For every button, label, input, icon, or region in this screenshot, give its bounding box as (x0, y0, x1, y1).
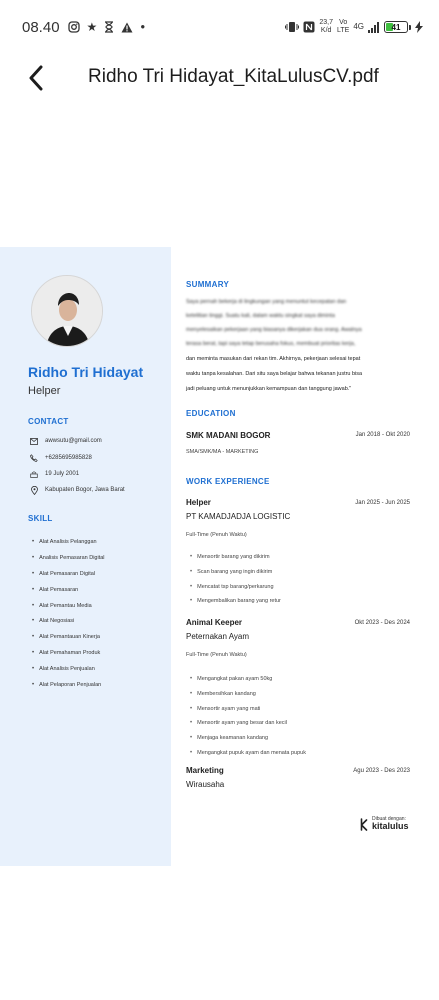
phone-icon (30, 454, 38, 462)
skill-item: • Alat Analisis Pelanggan (32, 534, 105, 550)
duty-item: • Menjaga keamanan kandang (190, 731, 306, 746)
job-title: Helper (186, 498, 211, 507)
duty-item: • Mengangkat pupuk ayam dan menata pupuk (190, 745, 306, 760)
notification-icons (68, 21, 146, 33)
back-button[interactable] (22, 64, 50, 92)
net-speed: 23,7 K/d (319, 19, 333, 34)
person-photo-icon (32, 276, 103, 347)
summary-line: waktu tanpa kesalahan. Dari situ saya belajar bahwa tekanan justru bisa (186, 371, 363, 377)
kitalulus-badge (360, 816, 409, 831)
hourglass-icon (104, 21, 114, 33)
kitalulus-logo-icon (360, 818, 369, 831)
charging-icon (415, 21, 423, 33)
instagram-icon (68, 21, 80, 33)
school-name: SMK MADANI BOGOR (186, 431, 271, 440)
dot-icon: ● (140, 22, 146, 31)
summary-line: dan meminta masukan dari rekan tim. Akhirnya, pekerjaan selesai tepat (186, 356, 361, 362)
document-title: Ridho Tri Hidayat_KitaLulusCV.pdf (88, 66, 379, 87)
volte-indicator: Vo LTE (337, 19, 350, 34)
status-time: 08.40 (22, 18, 60, 36)
job-title: Marketing (186, 766, 224, 775)
network-gen: 4G (353, 22, 364, 31)
job-company: Peternakan Ayam (186, 632, 250, 641)
duty-item: • Mensortir ayam yang besar dan kecil (190, 716, 306, 731)
badge-brand: kitalulus (372, 821, 409, 831)
system-icons (285, 19, 423, 35)
job-type: Full-Time (Penuh Waktu) (186, 652, 247, 658)
summary-line: ketelitian tinggi. Suatu kali, dalam waktu singkat saya diminta (186, 313, 335, 319)
cv-role: Helper (28, 385, 61, 397)
duty-item: • Membersihkan kandang (190, 687, 306, 702)
job-date: Okt 2023 - Des 2024 (354, 620, 410, 626)
mail-icon (30, 438, 38, 445)
nfc-icon (303, 21, 315, 33)
back-arrow-icon (28, 65, 44, 91)
contact-heading: CONTACT (28, 417, 69, 426)
duty-item: • Mengangkat pakan ayam 50kg (190, 672, 306, 687)
skill-item: • Alat Pemasaran Digital (32, 566, 105, 582)
contact-phone: +6285695985828 (30, 454, 92, 462)
contact-email: awwsutu@gmail.com (30, 437, 102, 445)
skill-item: • Analisis Pemasaran Digital (32, 550, 105, 566)
skill-item: • Alat Pemasaran (32, 582, 105, 598)
summary-line: terasa berat, tapi saya tetap berusaha fokus, membuat prioritas kerja, (186, 341, 356, 347)
education-date: Jan 2018 - Okt 2020 (355, 432, 410, 438)
cv-name: Ridho Tri Hidayat (28, 364, 144, 380)
job-duties (190, 550, 281, 609)
signal-icon (368, 22, 380, 33)
job-type: Full-Time (Penuh Waktu) (186, 532, 247, 538)
star-icon: ★ (86, 20, 98, 34)
duty-item: • Scan barang yang ingin dikirim (190, 565, 281, 580)
job-title: Animal Keeper (186, 618, 243, 627)
summary-line: jadi peluang untuk menunjukkan kemampuan dan tanggung jawab." (186, 386, 352, 392)
duty-item: • Mensortir barang yang dikirim (190, 550, 281, 565)
job-company: PT KAMADJADJA LOGISTIC (186, 512, 291, 521)
job-duties (190, 672, 306, 760)
vibrate-icon (285, 21, 299, 33)
skill-item: • Alat Pemantau Media (32, 598, 105, 614)
app-header (0, 54, 439, 102)
job-date: Jan 2025 - Jun 2025 (355, 500, 410, 506)
contact-address: Kabupaten Bogor, Jawa Barat (30, 486, 125, 494)
contact-birth: 19 July 2001 (30, 470, 79, 478)
battery-level: 41 (391, 22, 401, 32)
duty-item: • Mencatat tsp barang/perkarung (190, 579, 281, 594)
duty-item: • Mensortir ayam yang mati (190, 701, 306, 716)
job-company: Wirausaha (186, 780, 225, 789)
education-heading: EDUCATION (186, 409, 236, 418)
skill-item: • Alat Negosiasi (32, 613, 105, 629)
skill-item: • Alat Pelaporan Penjualan (32, 677, 105, 693)
cv-sidebar (0, 247, 171, 866)
profile-photo (31, 275, 103, 347)
experience-heading: WORK EXPERIENCE (186, 477, 270, 486)
summary-heading: SUMMARY (186, 280, 230, 289)
skill-heading: SKILL (28, 514, 53, 523)
duty-item: • Mengembalikan barang yang retur (190, 594, 281, 609)
badge-caption: Dibuat dengan: (372, 816, 406, 822)
summary-line: menyelesaikan pekerjaan yang biasanya dikerjakan dua orang. Awalnya (186, 327, 362, 333)
cv-main-column (171, 247, 439, 866)
job-date: Agu 2023 - Des 2023 (353, 768, 410, 774)
skill-item: • Alat Pemantauan Kinerja (32, 629, 105, 645)
cv-document-page[interactable] (0, 247, 439, 866)
cake-icon (30, 470, 38, 478)
summary-line: Saya pernah bekerja di lingkungan yang menuntut kecepatan dan (186, 299, 347, 305)
skill-item: • Alat Pemahaman Produk (32, 645, 105, 661)
status-bar (0, 0, 439, 54)
education-major: SMA/SMK/MA - MARKETING (186, 449, 259, 455)
skill-item: • Alat Analisis Penjualan (32, 661, 105, 677)
skill-list (32, 534, 105, 693)
battery-icon (384, 21, 411, 33)
warning-icon (121, 22, 133, 33)
location-pin-icon (31, 486, 38, 495)
